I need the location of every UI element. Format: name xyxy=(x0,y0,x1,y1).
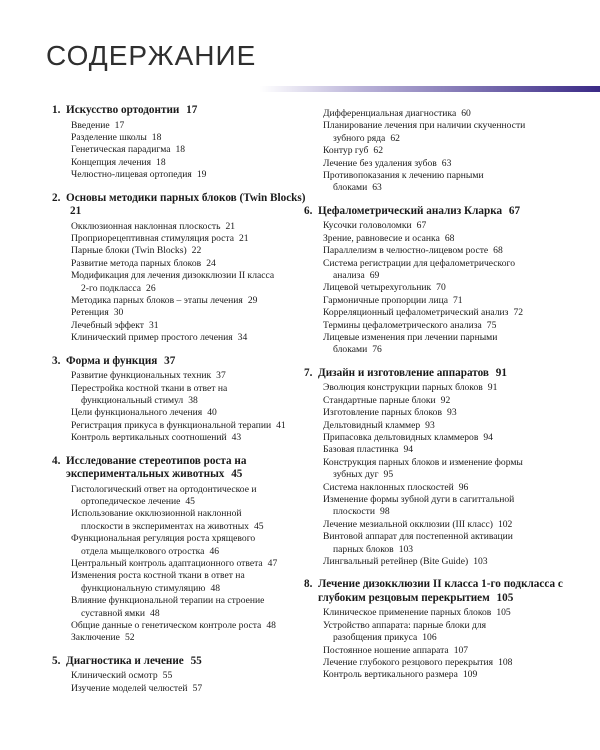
entry-page: 29 xyxy=(247,294,258,306)
entry-page: 69 xyxy=(369,269,380,281)
entry-page: 38 xyxy=(188,394,198,406)
entry-title: Ретенция xyxy=(71,307,109,319)
chapter-number: 5. xyxy=(52,654,61,667)
chapter-heading[interactable] xyxy=(304,578,582,605)
entry-title: Постоянное ношение аппарата xyxy=(323,644,449,656)
entry-title-continued: отдела мыщелкового отростка xyxy=(81,545,205,557)
toc-entry[interactable] xyxy=(323,158,582,170)
entry-title: Заключение xyxy=(71,632,120,644)
entry-page: 107 xyxy=(453,644,469,656)
entry-title-continued: анализа xyxy=(333,269,365,281)
entry-title: Влияние функциональной терапии на строение xyxy=(71,595,265,607)
toc-entry[interactable] xyxy=(71,307,307,319)
toc-chapter xyxy=(52,104,307,182)
entry-page: 63 xyxy=(441,157,452,169)
chapter-heading[interactable] xyxy=(52,104,307,118)
toc-entry[interactable] xyxy=(71,432,307,444)
entry-title: Челюстно-лицевая ортопедия xyxy=(71,169,192,181)
toc-entry[interactable] xyxy=(71,558,307,570)
entry-page: 95 xyxy=(383,469,394,481)
entry-title: Концепция лечения xyxy=(71,156,152,168)
entry-page: 48 xyxy=(266,620,276,631)
toc-chapter xyxy=(304,578,582,681)
entry-page: 46 xyxy=(209,545,220,557)
toc-entry[interactable] xyxy=(71,132,307,144)
chapter-title-text: Цефалометрический анализ Кларка xyxy=(318,204,503,217)
toc-entry[interactable] xyxy=(323,657,582,669)
chapter-title xyxy=(318,205,582,219)
entry-page: 91 xyxy=(487,382,498,394)
toc-chapter xyxy=(304,367,582,569)
entry-page: 62 xyxy=(390,132,400,144)
entry-title: Изучение моделей челюстей xyxy=(71,682,188,694)
entry-title: Перестройка костной ткани в ответ на xyxy=(71,382,228,394)
toc-entry[interactable] xyxy=(323,494,582,519)
entry-title: Противопоказания к лечению парными xyxy=(323,170,484,182)
entry-title: Цели функционального лечения xyxy=(71,407,203,419)
chapter-page: 21 xyxy=(70,205,82,218)
entry-page: 94 xyxy=(403,444,414,456)
entry-title: Планирование лечения при наличии скученности xyxy=(323,120,526,132)
entry-title: Контроль вертикального размера xyxy=(323,669,458,681)
entry-page: 108 xyxy=(498,657,513,669)
entry-title: Эволюция конструкции парных блоков xyxy=(323,382,483,394)
toc-entry[interactable] xyxy=(323,531,582,556)
entry-title: Лингвальный ретейнер (Bite Guide) xyxy=(323,556,469,567)
toc-column-left xyxy=(52,104,307,705)
toc-chapter xyxy=(52,355,307,445)
toc-entry[interactable] xyxy=(71,670,307,682)
toc-entry[interactable] xyxy=(323,482,582,494)
toc-entry[interactable] xyxy=(323,145,582,157)
entry-page: 26 xyxy=(146,282,156,294)
toc-entry[interactable] xyxy=(323,457,582,482)
entry-title: Параллелизм в челюстно-лицевом росте xyxy=(323,245,489,257)
entry-title: Функциональная регуляция роста хрящевого xyxy=(71,533,256,545)
toc-entry[interactable] xyxy=(323,444,582,456)
entry-title-continued: блоками xyxy=(333,344,368,356)
toc-entry[interactable] xyxy=(323,233,582,245)
entry-title: Контур губ xyxy=(323,145,369,157)
entry-page: 72 xyxy=(513,307,524,319)
entry-page: 31 xyxy=(148,319,159,331)
entry-page: 24 xyxy=(206,257,216,269)
entry-title-continued: функциональный стимул xyxy=(81,394,184,406)
entry-page: 17 xyxy=(114,119,125,131)
entry-page: 40 xyxy=(207,407,217,419)
chapter-title-text: Лечение дизокклюзии II класса 1-го подкласса с глубоким резцовым перекрытием xyxy=(318,578,563,604)
entry-title: Клинический осмотр xyxy=(71,670,158,682)
chapter-number: 1. xyxy=(52,104,61,116)
entry-page: 22 xyxy=(191,245,202,257)
entry-page: 41 xyxy=(276,419,286,431)
toc-entry[interactable] xyxy=(71,370,307,382)
toc-entry[interactable] xyxy=(71,245,307,257)
chapter-page: 55 xyxy=(187,654,202,667)
entry-page: 106 xyxy=(422,632,437,644)
toc-entry[interactable] xyxy=(71,484,307,509)
entry-page: 75 xyxy=(486,319,497,331)
entry-title: Система наклонных плоскостей xyxy=(323,481,454,493)
entry-title-continued: плоскости в экспериментах на животных xyxy=(81,520,249,532)
entry-title: Лечение без удаления зубов xyxy=(323,157,437,169)
entry-page: 103 xyxy=(398,543,414,555)
chapter-title xyxy=(66,655,307,669)
entry-title: Припасовка дельтовидных кламмеров xyxy=(323,431,479,443)
toc-entry[interactable] xyxy=(71,508,307,533)
toc-entry[interactable] xyxy=(71,157,307,169)
entry-page: 57 xyxy=(192,682,203,694)
entry-page: 34 xyxy=(237,332,248,344)
entry-page: 67 xyxy=(416,220,427,232)
entry-page: 105 xyxy=(496,607,511,619)
chapter-heading[interactable] xyxy=(52,455,307,482)
entry-title: Регистрация прикуса в функциональной терапии xyxy=(71,419,272,431)
toc-entry[interactable] xyxy=(71,221,307,233)
entry-title: Лицевой четырехугольник xyxy=(323,282,432,294)
entry-page: 94 xyxy=(483,431,493,443)
entry-title: Введение xyxy=(71,119,110,131)
toc-entry[interactable] xyxy=(323,620,582,645)
entry-title: Лечебный эффект xyxy=(71,319,144,331)
entry-title: Изготовление парных блоков xyxy=(323,407,443,419)
entry-title: Развитие функциональных техник xyxy=(71,370,212,382)
chapter-page: 91 xyxy=(492,366,507,379)
entry-title: Система регистрации для цефалометрического xyxy=(323,257,516,269)
entry-title: Зрение, равновесие и осанка xyxy=(323,232,440,244)
toc-entry[interactable] xyxy=(323,295,582,307)
chapter-number: 7. xyxy=(304,366,313,379)
entry-title: Кусочки головоломки xyxy=(323,220,412,232)
toc-entry[interactable] xyxy=(71,270,307,295)
entry-title-continued: разобщения прикуса xyxy=(333,632,418,644)
entry-title: Клинический пример простого лечения xyxy=(71,332,233,344)
entry-title: Лечение мезиальной окклюзии (III класс) xyxy=(323,518,493,530)
chapter-heading[interactable] xyxy=(304,367,582,381)
toc-entry[interactable] xyxy=(71,620,307,632)
entry-title: Развитие метода парных блоков xyxy=(71,257,202,269)
entry-title-continued: парных блоков xyxy=(333,543,394,555)
chapter-title xyxy=(66,355,307,369)
entry-page: 55 xyxy=(162,670,173,682)
toc-entry[interactable] xyxy=(323,432,582,444)
entry-page: 68 xyxy=(444,232,455,244)
toc-entry[interactable] xyxy=(71,533,307,558)
page-title: СОДЕРЖАНИЕ xyxy=(46,40,257,71)
entry-page: 18 xyxy=(175,144,186,156)
title-underline-gradient xyxy=(260,86,600,92)
entry-title: Термины цефалометрического анализа xyxy=(323,319,482,331)
chapter-title xyxy=(318,578,582,605)
entry-page: 45 xyxy=(253,520,264,532)
toc-entry[interactable] xyxy=(71,258,307,270)
toc-entry[interactable] xyxy=(71,332,307,344)
toc-entry[interactable] xyxy=(71,320,307,332)
entry-title: Модификация для лечения дизокклюзии II класса xyxy=(71,270,275,282)
toc-entry[interactable] xyxy=(71,683,307,695)
entry-page: 52 xyxy=(124,632,135,644)
chapter-heading[interactable] xyxy=(52,655,307,669)
entry-page: 21 xyxy=(225,220,236,232)
chapter-heading[interactable] xyxy=(52,192,307,219)
entry-title: Разделение школы xyxy=(71,131,147,143)
entry-title: Конструкция парных блоков и изменение формы xyxy=(323,456,523,468)
toc-entry[interactable] xyxy=(323,282,582,294)
entry-title: Стандартные парные блоки xyxy=(323,394,436,406)
chapter-title-text: Искусство ортодонтии xyxy=(66,104,180,116)
chapter-title-text: Форма и функция xyxy=(66,354,158,367)
entry-title: Изменения роста костной ткани в ответ на xyxy=(71,570,245,582)
toc-entry[interactable] xyxy=(71,233,307,245)
entry-page: 37 xyxy=(216,370,226,382)
entry-page: 30 xyxy=(113,307,124,319)
entry-title-continued: зубных дуг xyxy=(333,469,379,481)
entry-title: Окклюзионная наклонная плоскость xyxy=(71,220,221,232)
entry-title: Генетическая парадигма xyxy=(71,144,171,156)
toc-entry[interactable] xyxy=(323,170,582,195)
entry-page: 48 xyxy=(150,607,160,619)
toc-entry[interactable] xyxy=(323,669,582,681)
entry-title: Использование окклюзионной наклонной xyxy=(71,508,242,520)
toc-entry[interactable] xyxy=(71,120,307,132)
entry-title-continued: зубного ряда xyxy=(333,132,386,144)
chapter-title xyxy=(318,367,582,381)
entry-title-continued: ортопедическое лечение xyxy=(81,495,181,507)
toc-entry[interactable] xyxy=(323,382,582,394)
toc-chapter xyxy=(304,108,582,195)
entry-page: 18 xyxy=(151,131,162,143)
toc-entry[interactable] xyxy=(323,258,582,283)
entry-title: Центральный контроль адаптационного ответа xyxy=(71,557,263,569)
toc-entry[interactable] xyxy=(323,645,582,657)
toc-entry[interactable] xyxy=(323,307,582,319)
entry-page: 47 xyxy=(267,557,278,569)
toc-entry[interactable] xyxy=(323,220,582,232)
toc-entry[interactable] xyxy=(323,245,582,257)
toc-entry[interactable] xyxy=(323,120,582,145)
toc-chapter xyxy=(52,455,307,645)
entry-title: Проприорецептивная стимуляция роста xyxy=(71,232,234,244)
toc-entry[interactable] xyxy=(323,519,582,531)
toc-entry[interactable] xyxy=(323,320,582,332)
entry-title-continued: плоскости xyxy=(333,506,376,518)
toc-entry[interactable] xyxy=(323,395,582,407)
entry-page: 62 xyxy=(373,145,383,157)
entry-page: 103 xyxy=(473,556,488,567)
chapter-number: 4. xyxy=(52,454,61,467)
toc-entry[interactable] xyxy=(323,108,582,120)
chapter-page: 37 xyxy=(161,354,176,367)
toc-chapter xyxy=(52,192,307,345)
entry-title: Лечение глубокого резцового перекрытия xyxy=(323,657,494,669)
toc-entry[interactable] xyxy=(71,169,307,181)
entry-page: 93 xyxy=(425,419,435,431)
toc-column-right xyxy=(304,108,582,692)
chapter-number: 2. xyxy=(52,191,61,204)
entry-page: 71 xyxy=(453,294,463,306)
chapter-page: 17 xyxy=(183,104,198,116)
chapter-title-text: Дизайн и изготовление аппаратов xyxy=(318,366,489,379)
entry-page: 76 xyxy=(372,344,382,356)
chapter-page: 45 xyxy=(228,468,243,481)
chapter-heading[interactable] xyxy=(304,205,582,219)
toc-entry[interactable] xyxy=(323,407,582,419)
entry-page: 102 xyxy=(497,518,513,530)
entry-title: Устройство аппарата: парные блоки для xyxy=(323,619,487,631)
chapter-title-text: Диагностика и лечение xyxy=(66,654,184,667)
entry-title: Общие данные о генетическом контроле роста xyxy=(71,620,262,631)
entry-page: 19 xyxy=(196,169,207,181)
toc-entry[interactable] xyxy=(323,607,582,619)
entry-page: 60 xyxy=(461,108,471,119)
chapter-heading[interactable] xyxy=(52,355,307,369)
chapter-page: 67 xyxy=(506,204,521,217)
toc-entry[interactable] xyxy=(71,144,307,156)
entry-page: 93 xyxy=(447,407,457,419)
entry-title: Базовая пластинка xyxy=(323,444,399,456)
entry-title: Гармоничные пропорции лица xyxy=(323,294,448,306)
toc-entry[interactable] xyxy=(71,595,307,620)
toc-entry[interactable] xyxy=(71,383,307,408)
entry-page: 43 xyxy=(231,432,242,444)
entry-title: Лицевые изменения при лечении парными xyxy=(323,332,498,343)
toc-chapter xyxy=(52,655,307,695)
entry-page: 68 xyxy=(493,245,503,257)
entry-page: 18 xyxy=(156,156,166,168)
chapter-number: 8. xyxy=(304,578,313,591)
chapter-title-text: Исследование стереотипов роста на экспериментальных животных xyxy=(66,454,247,481)
entry-title-continued: 2-го подкласса xyxy=(81,282,142,294)
chapter-number: 6. xyxy=(304,204,313,217)
entry-title: Парные блоки (Twin Blocks) xyxy=(71,245,187,257)
entry-title: Корреляционный цефалометрический анализ xyxy=(323,307,509,319)
chapter-title xyxy=(66,104,307,118)
chapter-title xyxy=(66,455,307,482)
toc-entry[interactable] xyxy=(71,295,307,307)
entry-title: Винтовой аппарат для постепенной активации xyxy=(323,531,513,543)
chapter-title xyxy=(66,192,307,219)
toc-entry[interactable] xyxy=(323,556,582,568)
entry-title: Клиническое применение парных блоков xyxy=(323,607,492,619)
entry-page: 98 xyxy=(380,506,390,518)
toc-entry[interactable] xyxy=(323,420,582,432)
entry-title: Контроль вертикальных соотношений xyxy=(71,432,227,444)
toc-entry[interactable] xyxy=(71,570,307,595)
entry-title-continued: суставной ямки xyxy=(81,607,146,619)
chapter-title-text: Основы методики парных блоков (Twin Blocks) xyxy=(66,191,306,204)
entry-page: 92 xyxy=(440,394,451,406)
toc-entry[interactable] xyxy=(323,332,582,357)
entry-page: 109 xyxy=(462,669,478,681)
entry-page: 70 xyxy=(436,282,446,294)
toc-chapter xyxy=(304,205,582,357)
toc-entry[interactable] xyxy=(71,407,307,419)
chapter-page: 105 xyxy=(493,591,514,604)
entry-title: Гистологический ответ на ортодонтическое и xyxy=(71,483,257,495)
entry-page: 96 xyxy=(458,481,469,493)
chapter-number: 3. xyxy=(52,354,61,367)
entry-page: 48 xyxy=(210,582,221,594)
entry-page: 63 xyxy=(372,182,382,194)
toc-entry[interactable] xyxy=(71,632,307,644)
entry-page: 21 xyxy=(239,232,249,244)
entry-page: 45 xyxy=(185,495,195,507)
entry-title: Дифференциальная диагностика xyxy=(323,108,457,119)
toc-entry[interactable] xyxy=(71,420,307,432)
entry-title: Изменение формы зубной дуги в сагиттальной xyxy=(323,493,515,505)
entry-title: Дельтовидный кламмер xyxy=(323,419,421,431)
entry-title-continued: блоками xyxy=(333,182,368,194)
entry-title: Методика парных блоков – этапы лечения xyxy=(71,294,243,306)
entry-title-continued: функциональную стимуляцию xyxy=(81,582,206,594)
